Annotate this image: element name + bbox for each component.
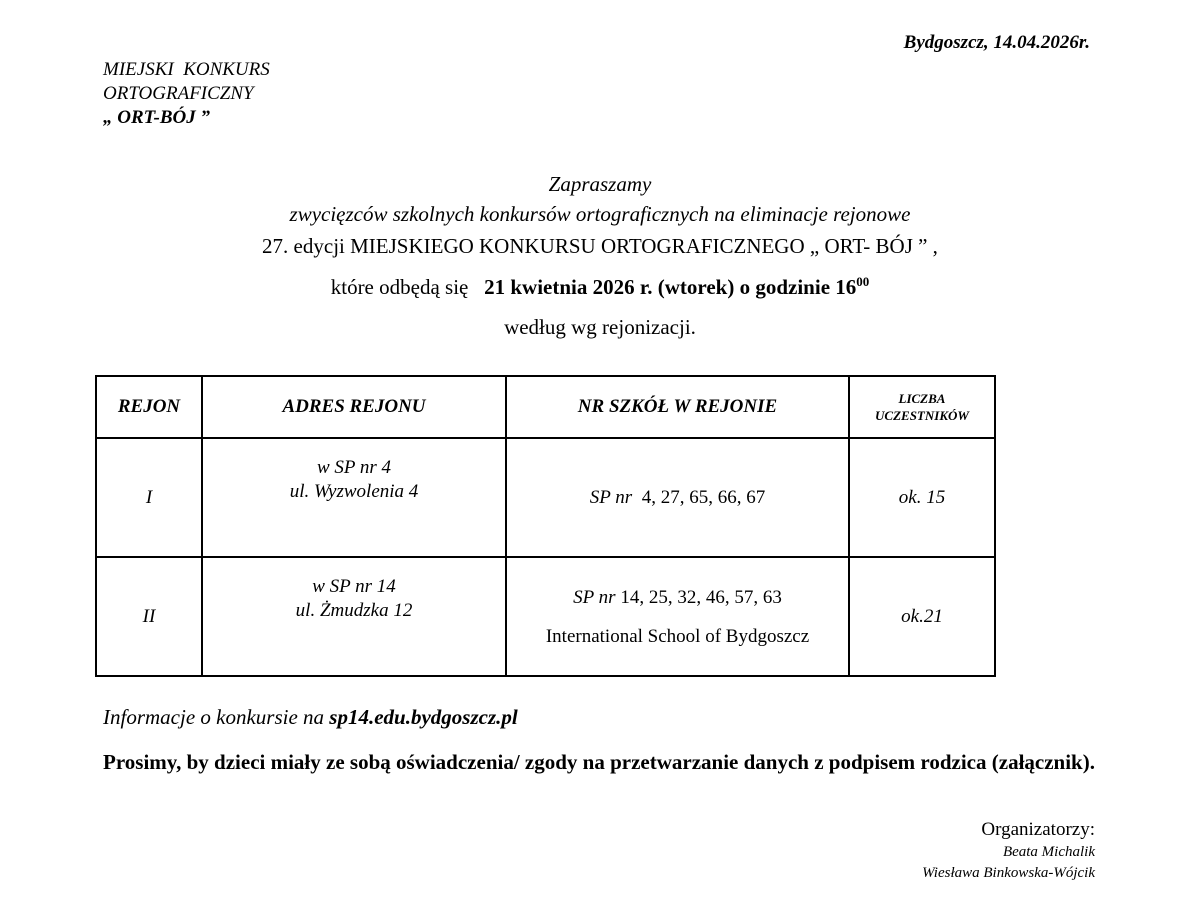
address-line1: w SP nr 14 [312,575,396,597]
schools-prefix: SP nr [573,586,616,608]
participants-cell: ok.21 [849,557,995,676]
schools-line [507,486,848,510]
signoff-label: Organizatorzy: [981,819,1095,840]
organizer-line-1: MIEJSKI KONKURS [103,59,270,80]
region-cell: I [96,438,202,557]
invitation-date-prefix: które odbędą się [330,275,469,299]
invitation-date: 21 kwietnia 2026 r. (wtorek) o godzinie 16 [484,275,857,299]
schools-extra: International School of Bydgoszcz [545,625,810,647]
document-date: Bydgoszcz, 14.04.2026r. [903,32,1090,53]
header-participants-line2: UCZESTNIKÓW [875,408,969,423]
contest-info-prefix: Informacje o konkursie na [103,705,325,729]
organizer-block [103,58,270,130]
schools-cell [506,557,849,676]
header-participants-line1: LICZBA [898,391,946,406]
address-lines [203,456,505,504]
invitation-addressees: zwycięzców szkolnych konkursów ortograficznych na eliminacje rejonowe [289,202,911,226]
address-line1: w SP nr 4 [316,456,392,478]
organizer-line-2: ORTOGRAFICZNY [103,83,254,104]
region-cell: II [96,557,202,676]
schools-line [507,586,848,610]
address-cell [202,438,506,557]
schools-cell [506,438,849,557]
invitation-time-minutes: 00 [856,274,870,289]
consent-request: Prosimy, by dzieci miały ze sobą oświadczenia/ zgody na przetwarzanie danych z podpisem rodzica (załącznik). [103,750,1095,774]
signoff-person-1: Beata Michalik [1002,844,1095,860]
schools-numbers: 14, 25, 32, 46, 57, 63 [620,586,782,608]
signoff [922,818,1095,884]
header-region: REJON [96,376,202,438]
contest-info-url[interactable]: sp14.edu.bydgoszcz.pl [329,705,518,729]
organizer-contest-name: „ ORT-BÓJ ” [103,107,210,128]
header-schools: NR SZKÓŁ W REJONIE [506,376,849,438]
address-lines [203,575,505,623]
contest-info [103,705,518,730]
table-row [96,557,995,676]
invitation-date-line [0,274,1200,300]
address-cell [202,557,506,676]
schools-prefix: SP nr [589,486,633,508]
invitation-edition: 27. edycji MIEJSKIEGO KONKURSU ORTOGRAFICZNEGO „ ORT- BÓJ ” , [262,234,938,258]
table-row [96,438,995,557]
schools-numbers: 4, 27, 65, 66, 67 [641,486,766,508]
header-address: ADRES REJONU [202,376,506,438]
regions-table [95,375,996,677]
invitation-heading: Zapraszamy [548,172,652,196]
participants-cell: ok. 15 [849,438,995,557]
address-line2: ul. Wyzwolenia 4 [289,480,419,502]
header-participants [849,376,995,438]
table-header-row [96,376,995,438]
signoff-person-2: Wiesława Binkowska-Wójcik [922,865,1095,881]
address-line2: ul. Żmudzka 12 [295,599,413,621]
invitation-regionalization: według wg rejonizacji. [504,315,696,339]
